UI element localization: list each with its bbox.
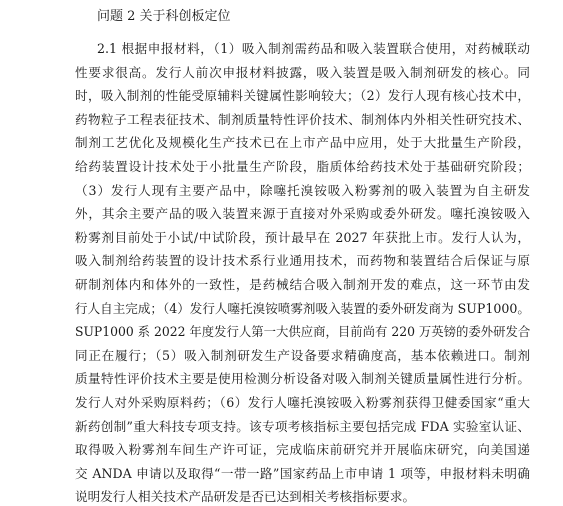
paragraph-line: 药物粒子工程表征技术、制剂质量特性评价技术、制剂体内外相关性研究技术、 [75,111,530,127]
section-heading: 问题 2 关于科创板定位 [97,9,231,24]
paragraph-line: 外，其余主要产品的吸入装置来源于直接对外采购或委外研发。噻托溴铵吸入 [75,206,530,222]
paragraph-line: 制剂工艺优化及规模化生产技术已在上市产品中应用，处于大批量生产阶段， [75,135,530,151]
paragraph-line: 交 ANDA 申请以及取得“一带一路”国家药品上市申请 1 项等，申报材料未明确 [75,465,530,481]
paragraph-line: 研制剂体内和体外的一致性，是药械结合吸入制剂开发的难点，这一环节由发 [75,277,530,292]
paragraph-line: 发行人对外采购原料药；（6）发行人噻托溴铵吸入粉雾剂获得卫健委国家“重大 [75,395,530,410]
paragraph-line: SUP1000 系 2022 年度发行人第一大供应商，目前尚有 220 万英镑的委外研发合 [75,324,531,340]
paragraph-line: 同正在履行；（5）吸入制剂研发生产设备要求精确度高，基本依赖进口。制剂 [75,347,530,363]
paragraph-line: 新药创制”重大科技专项支持。该专项考核指标主要包括完成 FDA 实验室认证、 [75,418,530,434]
paragraph-line: （3）发行人现有主要产品中，除噻托溴铵吸入粉雾剂的吸入装置为自主研发 [75,182,530,198]
paragraph-line: 说明发行人相关技术产品研发是否已达到相关考核指标要求。 [75,489,416,505]
paragraph-line: 给药装置设计技术处于小批量生产阶段，脂质体给药技术处于基础研究阶段； [75,159,530,174]
paragraph-line: 粉雾剂目前处于小试/中试阶段，预计最早在 2027 年获批上市。发行人认为， [75,229,530,245]
paragraph-line: 性要求很高。发行人前次申报材料披露，吸入装置是吸入制剂研发的核心。同 [75,64,530,80]
paragraph-line: 2.1 根据申报材料，（1）吸入制剂需药品和吸入装置联合使用，对药械联动 [97,41,530,56]
paragraph-line: 行人自主完成；（4）发行人噻托溴铵喷雾剂吸入装置的委外研发商为 SUP1000。 [75,300,530,316]
paragraph-line: 吸入制剂给药装置的设计技术系行业通用技术，而药物和装置结合后保证与原 [75,253,530,269]
paragraph-line: 取得吸入粉雾剂车间生产许可证，完成临床前研究并开展临床研究，向美国递 [75,442,530,458]
paragraph-line: 质量特性评价技术主要是使用检测分析设备对吸入制剂关键质量属性进行分析。 [75,371,530,387]
paragraph-line: 时，吸入制剂的性能受原辅料关键属性影响较大；（2）发行人现有核心技术中， [75,88,530,104]
